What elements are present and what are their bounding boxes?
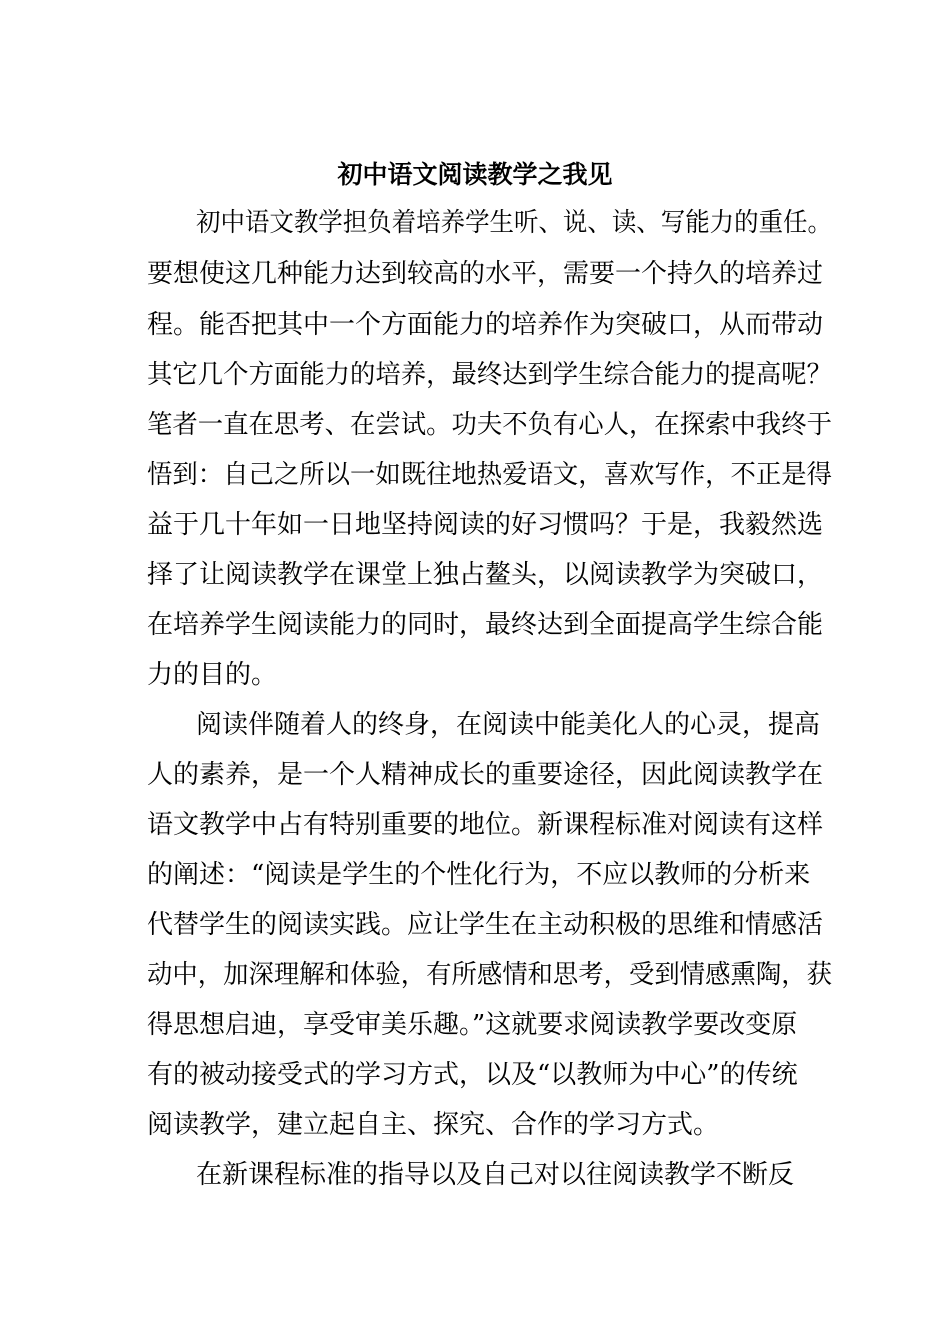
paragraph-line: 益于几十年如一日地坚持阅读的好习惯吗？于是，我毅然选 [147, 510, 824, 540]
paragraph-line: 在新课程标准的指导以及自己对以往阅读教学不断反 [196, 1160, 795, 1190]
paragraph-line: 阅读伴随着人的终身，在阅读中能美化人的心灵，提高 [196, 710, 821, 740]
paragraph-line: 阅读教学，建立起自主、探究、合作的学习方式。 [147, 1110, 720, 1140]
paragraph-line: 要想使这几种能力达到较高的水平，需要一个持久的培养过 [147, 259, 824, 289]
paragraph-line: 动中，加深理解和体验，有所感情和思考，受到情感熏陶，获 [147, 960, 833, 990]
paragraph-line: 程。能否把其中一个方面能力的培养作为突破口，从而带动 [147, 310, 824, 340]
paragraph-line: 代替学生的阅读实践。应让学生在主动积极的思维和情感活 [147, 910, 824, 940]
paragraph-line: 力的目的。 [147, 660, 278, 690]
paragraph-line: 初中语文教学担负着培养学生听、说、读、写能力的重任。 [196, 208, 832, 238]
paragraph-line: 的阐述：“阅读是学生的个性化行为，不应以教师的分析来 [147, 860, 811, 890]
paragraph-line: 有的被动接受式的学习方式，以及“以教师为中心”的传统 [147, 1060, 798, 1090]
paragraph-line: 笔者一直在思考、在尝试。功夫不负有心人，在探索中我终于 [147, 410, 833, 440]
document-title: 初中语文阅读教学之我见 [337, 160, 613, 189]
paragraph-line: 人的素养，是一个人精神成长的重要途径，因此阅读教学在 [147, 760, 824, 790]
paragraph-line: 其它几个方面能力的培养，最终达到学生综合能力的提高呢？ [147, 360, 833, 390]
paragraph-line: 语文教学中占有特别重要的地位。新课程标准对阅读有这样 [147, 810, 824, 840]
paragraph-line: 悟到：自己之所以一如既往地热爱语文，喜欢写作，不正是得 [147, 460, 833, 490]
paragraph-line: 在培养学生阅读能力的同时，最终达到全面提高学生综合能 [147, 610, 824, 640]
paragraph-line: 择了让阅读教学在课堂上独占鳌头，以阅读教学为突破口， [147, 560, 824, 590]
paragraph-line: 得思想启迪，享受审美乐趣。”这就要求阅读教学要改变原 [147, 1010, 798, 1040]
